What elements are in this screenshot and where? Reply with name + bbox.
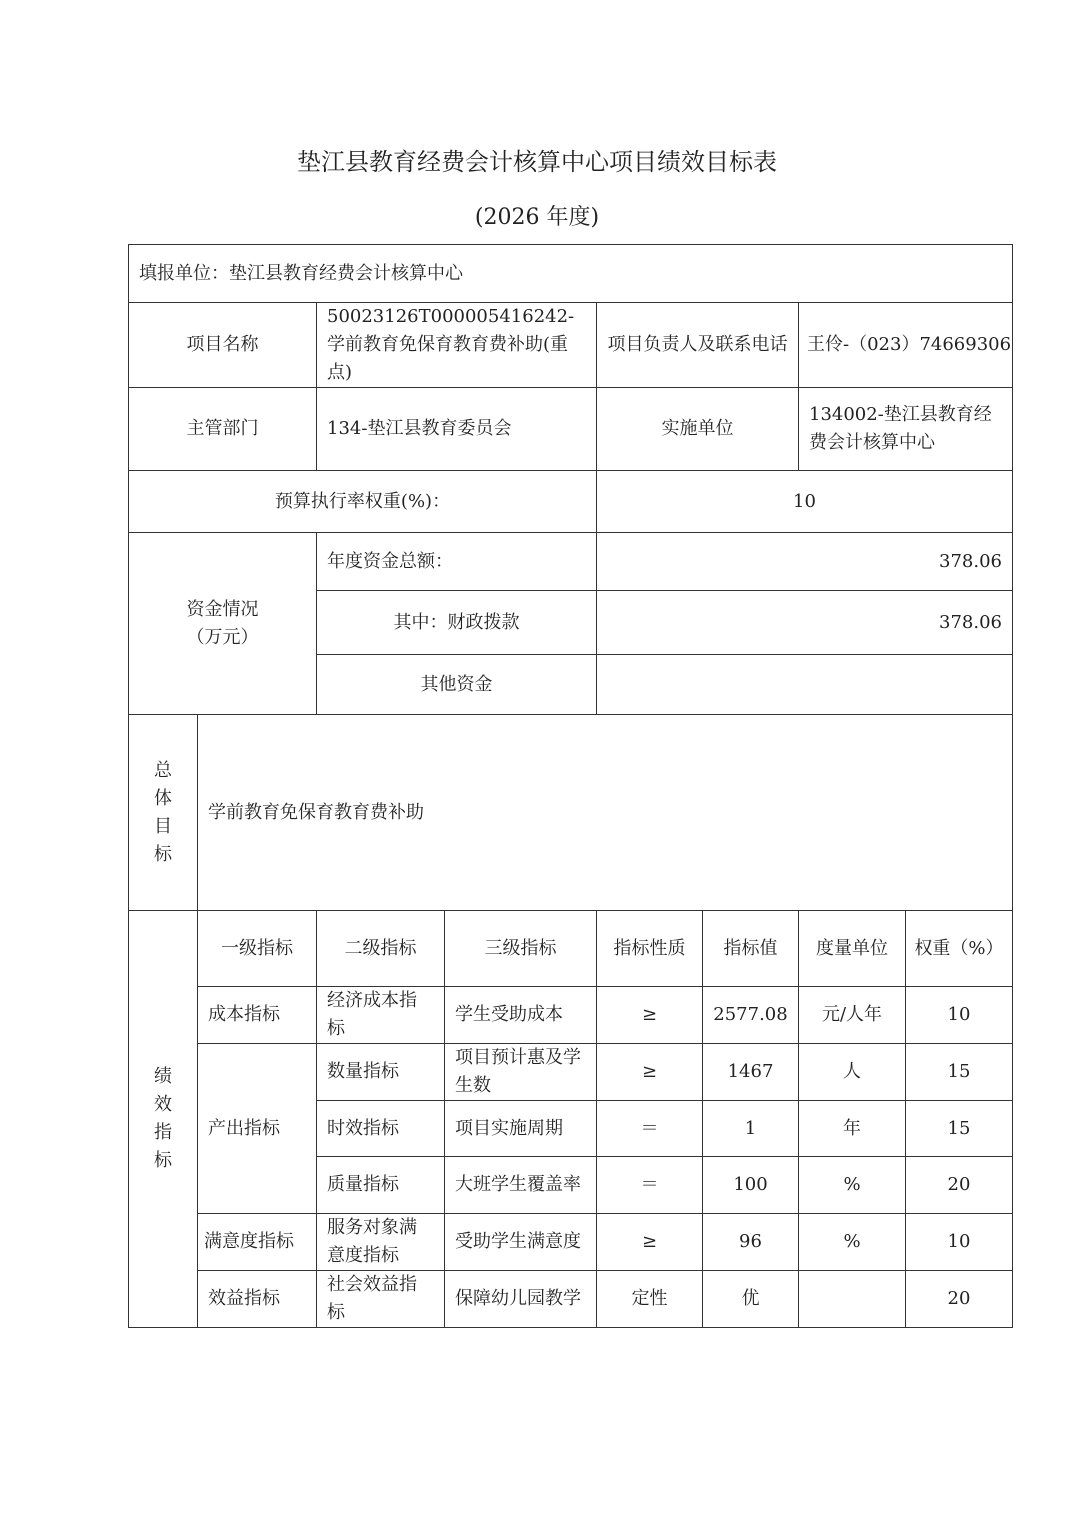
year-subtitle: (2026 年度) xyxy=(474,205,600,230)
fiscal: 378.06 xyxy=(597,591,1013,655)
overall-label: 总体目标 xyxy=(154,759,172,865)
header-weight: 权重（%） xyxy=(906,911,1013,987)
reporting-unit: 填报单位：垫江县教育经费会计核算中心 xyxy=(129,245,1013,303)
budget-weight-label: 预算执行率权重(%)： xyxy=(129,471,597,533)
weight-cell: 15 xyxy=(906,1044,1013,1101)
dept: 134-垫江县教育委员会 xyxy=(317,388,597,471)
dept-label: 主管部门 xyxy=(129,388,317,471)
l2-cell: 社会效益指标 xyxy=(317,1271,445,1328)
value-cell: 1 xyxy=(703,1101,799,1157)
impl: 134002-垫江县教育经费会计核算中心 xyxy=(799,388,1013,471)
perf-label-cell xyxy=(129,911,198,1328)
unit-cell: % xyxy=(799,1214,906,1271)
table-row xyxy=(129,1044,1013,1101)
value-cell: 100 xyxy=(703,1157,799,1214)
l1-cell: 产出指标 xyxy=(198,1044,317,1214)
unit-cell xyxy=(799,1271,906,1328)
value-cell: 优 xyxy=(703,1271,799,1328)
header-l2: 二级指标 xyxy=(317,911,445,987)
overall-goal: 学前教育免保育教育费补助 xyxy=(198,715,1013,911)
perf-label: 绩效指标 xyxy=(154,1066,172,1171)
weight-cell: 10 xyxy=(906,987,1013,1044)
performance-table xyxy=(128,244,1013,1328)
funds-label: 资金情况（万元） xyxy=(129,533,317,715)
l2-cell: 质量指标 xyxy=(317,1157,445,1214)
l3-cell: 大班学生覆盖率 xyxy=(445,1157,597,1214)
l1-cell: 效益指标 xyxy=(198,1271,317,1328)
table-row xyxy=(129,1214,1013,1271)
annual-total: 378.06 xyxy=(597,533,1013,591)
table-row xyxy=(129,987,1013,1044)
l3-cell: 受助学生满意度 xyxy=(445,1214,597,1271)
header-l3: 三级指标 xyxy=(445,911,597,987)
l1-cell: 成本指标 xyxy=(198,987,317,1044)
unit-cell: % xyxy=(799,1157,906,1214)
header-nature: 指标性质 xyxy=(597,911,703,987)
annual-total-label: 年度资金总额： xyxy=(317,533,597,591)
nature-cell: ≥ xyxy=(597,987,703,1044)
other-label: 其他资金 xyxy=(317,655,597,715)
nature-cell: ≥ xyxy=(597,1214,703,1271)
weight-cell: 20 xyxy=(906,1157,1013,1214)
value-cell: 96 xyxy=(703,1214,799,1271)
project-name: 50023126T000005416242-学前教育免保育教育费补助(重点) xyxy=(317,303,597,388)
contact: 王伶-（023）74669306 xyxy=(799,303,1013,388)
nature-cell: ＝ xyxy=(597,1157,703,1214)
page-title: 垫江县教育经费会计核算中心项目绩效目标表 xyxy=(297,148,777,176)
weight-cell: 20 xyxy=(906,1271,1013,1328)
weight-cell: 15 xyxy=(906,1101,1013,1157)
unit-cell: 人 xyxy=(799,1044,906,1101)
l2-cell: 服务对象满意度指标 xyxy=(317,1214,445,1271)
l2-cell: 经济成本指标 xyxy=(317,987,445,1044)
nature-cell: ＝ xyxy=(597,1101,703,1157)
value-cell: 2577.08 xyxy=(703,987,799,1044)
budget-weight: 10 xyxy=(597,471,1013,533)
header-l1: 一级指标 xyxy=(198,911,317,987)
weight-cell: 10 xyxy=(906,1214,1013,1271)
value-cell: 1467 xyxy=(703,1044,799,1101)
other-funds xyxy=(597,655,1013,715)
overall-label-cell xyxy=(129,715,198,911)
l2-cell: 数量指标 xyxy=(317,1044,445,1101)
l3-cell: 学生受助成本 xyxy=(445,987,597,1044)
nature-cell: 定性 xyxy=(597,1271,703,1328)
impl-label: 实施单位 xyxy=(597,388,799,471)
l3-cell: 保障幼儿园教学 xyxy=(445,1271,597,1328)
header-unit: 度量单位 xyxy=(799,911,906,987)
l3-cell: 项目实施周期 xyxy=(445,1101,597,1157)
l1-cell: 满意度指标 xyxy=(198,1214,317,1271)
project-name-label: 项目名称 xyxy=(129,303,317,388)
contact-label: 项目负责人及联系电话 xyxy=(597,303,799,388)
l3-cell: 项目预计惠及学生数 xyxy=(445,1044,597,1101)
unit-cell: 元/人年 xyxy=(799,987,906,1044)
fiscal-label: 其中：财政拨款 xyxy=(317,591,597,655)
nature-cell: ≥ xyxy=(597,1044,703,1101)
l2-cell: 时效指标 xyxy=(317,1101,445,1157)
table-row xyxy=(129,1271,1013,1328)
header-value: 指标值 xyxy=(703,911,799,987)
unit-cell: 年 xyxy=(799,1101,906,1157)
